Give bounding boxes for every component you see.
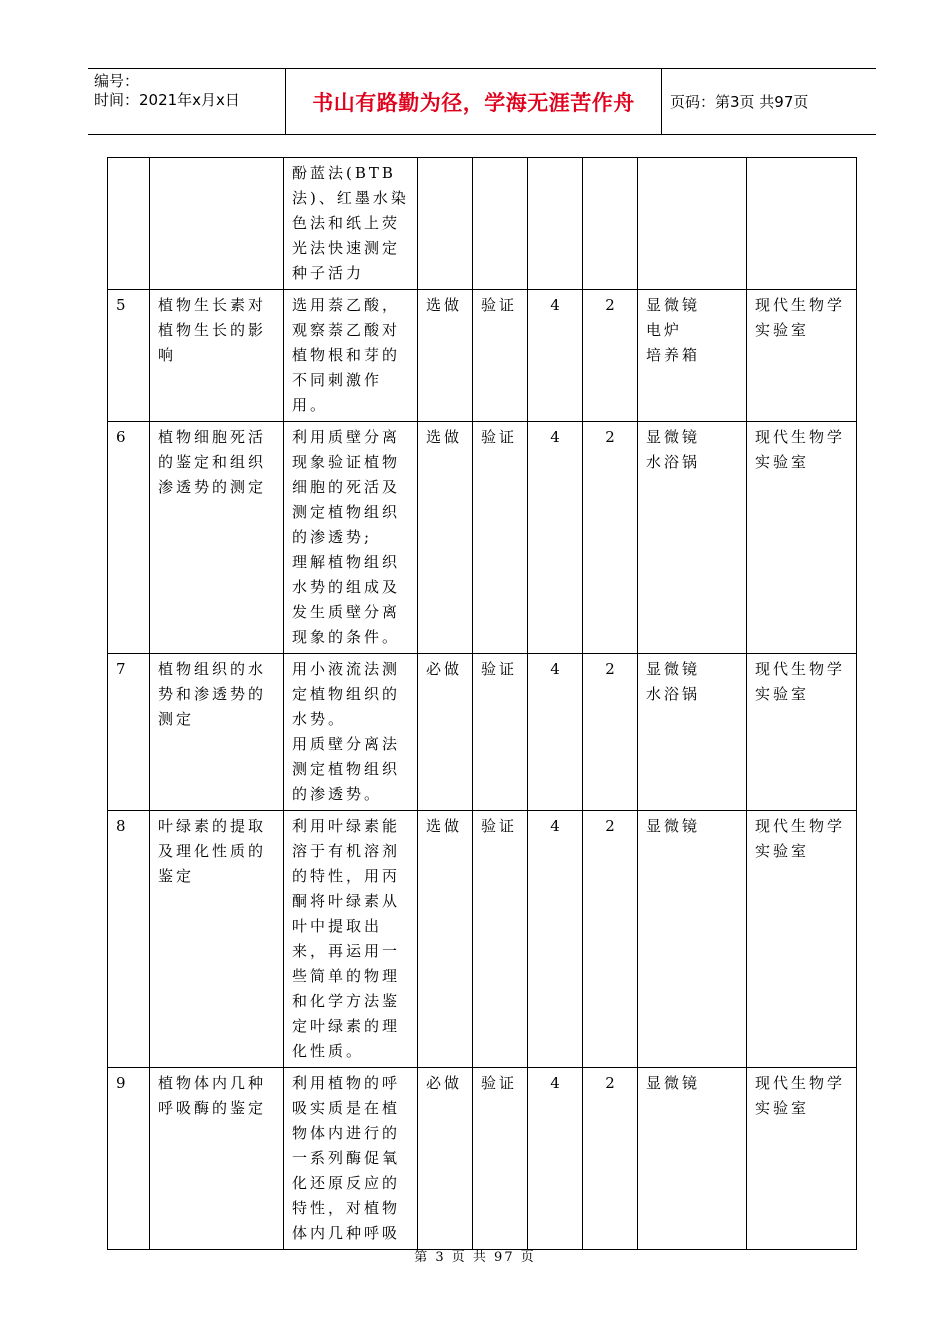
document-time-label: 时间：2021年x月x日	[94, 91, 240, 109]
cell-required: 必做	[418, 1068, 473, 1250]
cell-required: 必做	[418, 654, 473, 811]
table-row	[108, 158, 857, 290]
content-paragraph: 用质壁分离法测定植物组织的渗透势。	[292, 735, 401, 803]
cell-lab: 现代生物学实验室	[747, 654, 857, 811]
content-paragraph: 选用萘乙酸，观察萘乙酸对植物根和芽的不同刺激作用。	[292, 296, 401, 414]
equipment-item: 显微镜	[646, 660, 701, 678]
cell-number: 9	[108, 1068, 150, 1250]
equipment-item: 水浴锅	[646, 453, 701, 471]
experiment-table	[107, 157, 857, 1250]
cell-content	[284, 654, 418, 811]
document-number-label: 编号：	[94, 72, 140, 90]
equipment-item: 显微镜	[646, 1074, 701, 1092]
cell-number: 5	[108, 290, 150, 422]
equipment-item: 显微镜	[646, 428, 701, 446]
header-motto: 书山有路勤为径，学海无涯苦作舟	[286, 69, 662, 134]
cell-content	[284, 811, 418, 1068]
cell-lab: 现代生物学实验室	[747, 1068, 857, 1250]
cell-lab: 现代生物学实验室	[747, 422, 857, 654]
cell-equipment	[638, 158, 747, 290]
cell-required: 选做	[418, 422, 473, 654]
cell-hours: 4	[528, 290, 583, 422]
cell-type: 验证	[473, 290, 528, 422]
content-paragraph: 酚蓝法(BTB法)、红墨水染色法和纸上荧光法快速测定种子活力	[292, 164, 409, 282]
table-row	[108, 290, 857, 422]
cell-experiment-name	[150, 158, 284, 290]
table-row	[108, 654, 857, 811]
cell-lab: 现代生物学实验室	[747, 811, 857, 1068]
cell-required: 选做	[418, 290, 473, 422]
content-paragraph: 理解植物组织水势的组成及发生质壁分离现象的条件。	[292, 553, 401, 646]
cell-equipment	[638, 654, 747, 811]
content-paragraph: 用小液流法测定植物组织的水势。	[292, 660, 401, 728]
content-paragraph: 利用质壁分离现象验证植物细胞的死活及测定植物组织的渗透势;	[292, 428, 401, 546]
page-footer: 第 3 页 共 97 页	[414, 1250, 536, 1265]
cell-experiment-name: 植物生长素对植物生长的影响	[150, 290, 284, 422]
equipment-item: 培养箱	[646, 346, 701, 364]
cell-experiment-name: 植物组织的水势和渗透势的测定	[150, 654, 284, 811]
cell-people: 2	[583, 654, 638, 811]
cell-type: 验证	[473, 422, 528, 654]
table-row	[108, 422, 857, 654]
cell-equipment	[638, 811, 747, 1068]
cell-experiment-name: 植物体内几种呼吸酶的鉴定	[150, 1068, 284, 1250]
cell-hours	[528, 158, 583, 290]
cell-required	[418, 158, 473, 290]
cell-content	[284, 1068, 418, 1250]
cell-people: 2	[583, 290, 638, 422]
cell-hours: 4	[528, 654, 583, 811]
cell-number: 8	[108, 811, 150, 1068]
equipment-item: 显微镜	[646, 817, 701, 835]
header-meta	[88, 69, 286, 134]
cell-type: 验证	[473, 1068, 528, 1250]
cell-type: 验证	[473, 811, 528, 1068]
table-row	[108, 811, 857, 1068]
cell-content	[284, 158, 418, 290]
cell-equipment	[638, 1068, 747, 1250]
cell-people	[583, 158, 638, 290]
cell-lab	[747, 158, 857, 290]
cell-type	[473, 158, 528, 290]
equipment-item: 显微镜	[646, 296, 701, 314]
cell-hours: 4	[528, 422, 583, 654]
cell-people: 2	[583, 422, 638, 654]
cell-number: 7	[108, 654, 150, 811]
cell-required: 选做	[418, 811, 473, 1068]
cell-people: 2	[583, 1068, 638, 1250]
cell-content	[284, 290, 418, 422]
cell-equipment	[638, 422, 747, 654]
cell-experiment-name: 植物细胞死活的鉴定和组织渗透势的测定	[150, 422, 284, 654]
cell-number: 6	[108, 422, 150, 654]
cell-hours: 4	[528, 811, 583, 1068]
content-paragraph: 利用叶绿素能溶于有机溶剂的特性，用丙酮将叶绿素从叶中提取出来，再运用一些简单的物理和化学方法鉴定叶绿素的理化性质。	[292, 817, 401, 1060]
content-paragraph: 利用植物的呼吸实质是在植物体内进行的一系列酶促氧化还原反应的特性，对植物体内几种呼吸	[292, 1074, 401, 1242]
cell-people: 2	[583, 811, 638, 1068]
table-row	[108, 1068, 857, 1250]
cell-number	[108, 158, 150, 290]
header-page-number: 页码：第3页 共97页	[670, 93, 809, 111]
cell-content	[284, 422, 418, 654]
equipment-item: 水浴锅	[646, 685, 701, 703]
cell-hours: 4	[528, 1068, 583, 1250]
cell-lab: 现代生物学实验室	[747, 290, 857, 422]
equipment-item: 电炉	[646, 321, 683, 339]
page-header	[88, 68, 876, 135]
cell-equipment	[638, 290, 747, 422]
cell-type: 验证	[473, 654, 528, 811]
cell-experiment-name: 叶绿素的提取及理化性质的鉴定	[150, 811, 284, 1068]
